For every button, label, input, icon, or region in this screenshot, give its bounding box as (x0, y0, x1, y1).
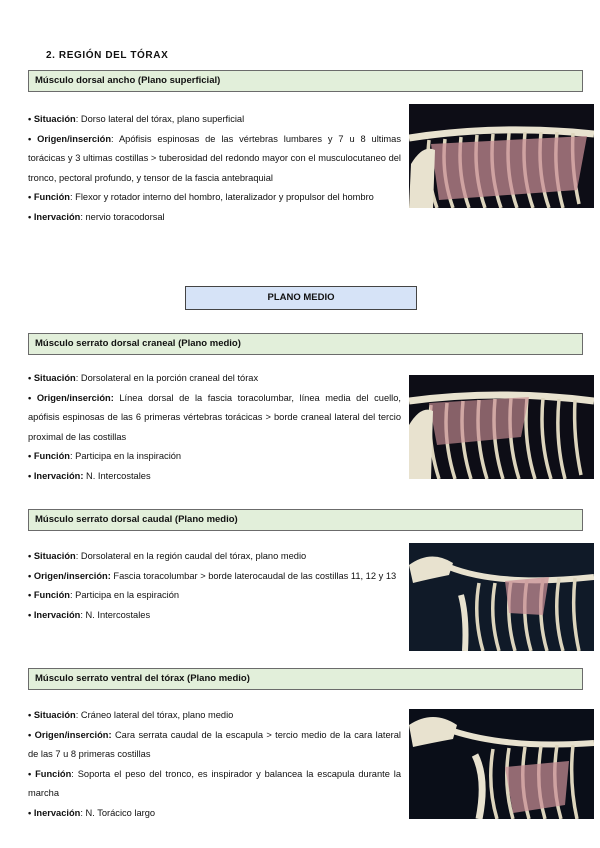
funcion-line: • Función: Participa en la inspiración (28, 451, 182, 461)
anatomy-image-dorsal-ancho (409, 104, 594, 208)
origen-line: • Origen/inserción: Línea dorsal de la fascia toracolumbar, línea media del cuello, apófisis espinosas de las 6 primeras vértebras torácicas > borde craneal lateral del tercio proximal de las costillas (28, 392, 401, 442)
origen-line: • Origen/inserción: Apófisis espinosas de las vértebras lumbares y 7 u 8 ultimas torácicas y 3 ultimas costillas > tuberosidad del redondo mayor con el musculocutaneo del tronco, pectoral profundo, y tensor de la fascia antebraquial (28, 133, 401, 183)
inervacion-line: • Inervación: nervio toracodorsal (28, 211, 165, 222)
muscle-header-serrato-ventral-torax: Músculo serrato ventral del tórax (Plano medio) (28, 668, 583, 690)
origen-line: • Origen/inserción: Fascia toracolumbar > borde laterocaudal de las costillas 11, 12 y 13 (28, 570, 397, 581)
muscle-header-serrato-dorsal-craneal: Músculo serrato dorsal craneal (Plano medio) (28, 333, 583, 355)
muscle-header-dorsal-ancho: Músculo dorsal ancho (Plano superficial) (28, 70, 583, 92)
inervacion-line: • Inervación: N. Intercostales (28, 609, 151, 620)
muscle-header-serrato-dorsal-caudal: Músculo serrato dorsal caudal (Plano medio) (28, 509, 583, 531)
inervacion-line: • Inervación: N. Intercostales (28, 470, 151, 481)
situacion-line: • Situación: Dorsolateral en la región caudal del tórax, plano medio (28, 551, 307, 561)
muscle-description-serrato-dorsal-caudal (28, 547, 401, 625)
situacion-line: • Situación: Dorso lateral del tórax, plano superficial (28, 114, 245, 124)
situacion-line: • Situación: Dorsolateral en la porción craneal del tórax (28, 373, 259, 383)
inervacion-line: • Inervación: N. Torácico largo (28, 807, 156, 818)
plano-medio-banner: PLANO MEDIO (185, 286, 417, 310)
anatomy-image-serrato-dorsal-caudal (409, 543, 594, 651)
muscle-description-serrato-ventral-torax (28, 706, 401, 823)
muscle-description-dorsal-ancho (28, 110, 401, 227)
muscle-description-serrato-dorsal-craneal (28, 369, 401, 486)
origen-line: • Origen/inserción: Cara serrata caudal de la escapula > tercio medio de la cara lateral de las 7 u 8 primeras costillas (28, 729, 401, 759)
section-title: 2. REGIÓN DEL TÓRAX (46, 50, 169, 61)
funcion-line: • Función: Soporta el peso del tronco, es inspirador y balancea la escapula durante la marcha (28, 768, 401, 798)
anatomy-image-serrato-ventral-torax (409, 709, 594, 819)
funcion-line: • Función: Participa en la espiración (28, 590, 180, 600)
anatomy-image-serrato-dorsal-craneal (409, 375, 594, 479)
situacion-line: • Situación: Cráneo lateral del tórax, plano medio (28, 710, 234, 720)
funcion-line: • Función: Flexor y rotador interno del hombro, lateralizador y propulsor del hombro (28, 192, 374, 202)
